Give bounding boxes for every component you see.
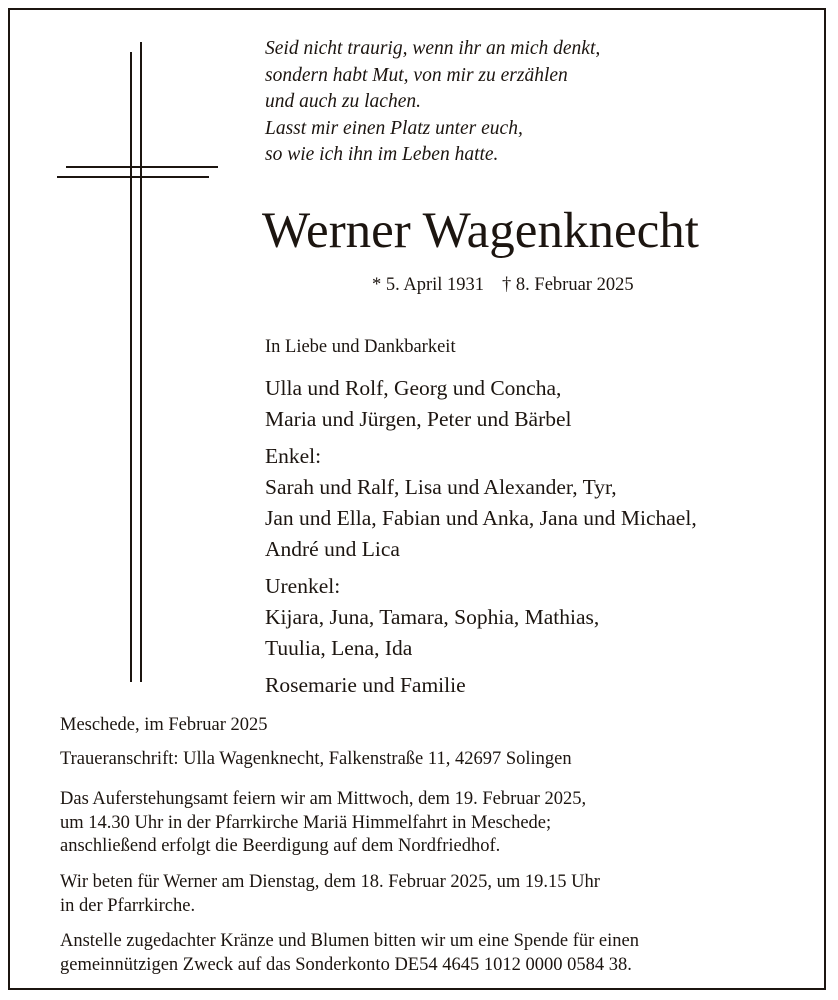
grandchildren-group <box>265 441 697 565</box>
grandchildren-label: Enkel: <box>265 444 322 468</box>
prayer-line: in der Pfarrkirche. <box>60 895 196 916</box>
cross-horizontal-bar <box>66 166 218 168</box>
great-grandchildren-group <box>265 571 697 664</box>
grandchildren-line: Sarah und Ralf, Lisa und Alexander, Tyr, <box>265 475 617 499</box>
cross-horizontal-bar <box>57 176 209 178</box>
great-grandchildren-line: Tuulia, Lena, Ida <box>265 636 413 660</box>
service-line: Das Auferstehungsamt feiern wir am Mittwoch, dem 19. Februar 2025, <box>60 789 587 809</box>
poem-line: sondern habt Mut, von mir zu erzählen <box>265 64 568 86</box>
poem-line: Seid nicht traurig, wenn ihr an mich denkt, <box>265 38 601 59</box>
great-grandchildren-line: Kijara, Juna, Tamara, Sophia, Mathias, <box>265 605 600 629</box>
other-mourners: Rosemarie und Familie <box>265 673 466 697</box>
mourners-list <box>265 336 697 701</box>
children-group <box>265 373 697 435</box>
poem-line: so wie ich ihn im Leben hatte. <box>265 144 499 165</box>
thanks-line: In Liebe und Dankbarkeit <box>265 337 456 357</box>
prayer-info <box>60 871 600 918</box>
great-grandchildren-label: Urenkel: <box>265 574 341 598</box>
life-dates <box>372 274 634 296</box>
death-date: † 8. Februar 2025 <box>502 275 634 295</box>
deceased-name: Werner Wagenknecht <box>262 203 699 259</box>
donation-line: Anstelle zugedachter Kränze und Blumen bitten wir um eine Spende für einen <box>60 931 639 951</box>
poem-line: und auch zu lachen. <box>265 91 421 112</box>
prayer-line: Wir beten für Werner am Dienstag, dem 18. Februar 2025, um 19.15 Uhr <box>60 872 600 892</box>
grandchildren-line: Jan und Ella, Fabian und Anka, Jana und Michael, <box>265 506 697 530</box>
poem-line: Lasst mir einen Platz unter euch, <box>265 117 523 139</box>
cross-vertical-bar <box>130 52 132 682</box>
place-date: Meschede, im Februar 2025 <box>60 715 268 735</box>
birth-date: * 5. April 1931 <box>372 275 485 295</box>
service-line: anschließend erfolgt die Beerdigung auf dem Nordfriedhof. <box>60 836 501 856</box>
service-info <box>60 788 586 859</box>
donation-line: gemeinnützigen Zweck auf das Sonderkonto DE54 4645 1012 0000 0584 38. <box>60 954 632 975</box>
children-line: Maria und Jürgen, Peter und Bärbel <box>265 407 572 431</box>
mourning-address: Traueranschrift: Ulla Wagenknecht, Falkenstraße 11, 42697 Solingen <box>60 749 572 769</box>
cross-vertical-bar <box>140 42 142 682</box>
grandchildren-line: André und Lica <box>265 537 400 561</box>
service-line: um 14.30 Uhr in der Pfarrkirche Mariä Himmelfahrt in Meschede; <box>60 812 552 833</box>
donation-info <box>60 930 639 977</box>
children-line: Ulla und Rolf, Georg und Concha, <box>265 376 562 400</box>
poem <box>265 36 600 169</box>
